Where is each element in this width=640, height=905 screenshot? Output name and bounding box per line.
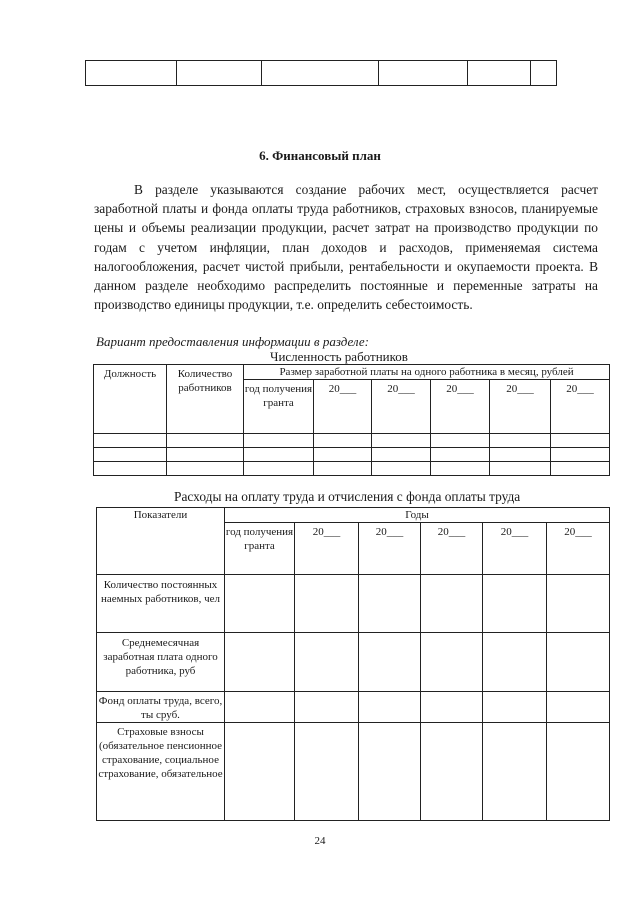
- table-cell: [547, 692, 610, 723]
- col-position-header: Должность: [94, 365, 167, 434]
- year-header: 20___: [314, 380, 372, 434]
- table-cell: [547, 633, 610, 692]
- year-header: 20___: [359, 523, 421, 575]
- table-cell: [244, 434, 314, 448]
- table-row: [94, 365, 610, 380]
- col-indicators-header: Показатели: [97, 508, 225, 575]
- table-cell: [551, 462, 610, 476]
- top-table-fragment: [85, 60, 557, 86]
- table-cell: [379, 61, 468, 86]
- table-cell: [468, 61, 531, 86]
- table-cell: [225, 723, 295, 821]
- table-cell: [167, 434, 244, 448]
- table-cell: [490, 462, 551, 476]
- table-cell: [483, 723, 547, 821]
- table-cell: [94, 448, 167, 462]
- table-cell: [225, 692, 295, 723]
- row-label: Количество постоянных наемных работников, чел: [97, 575, 225, 633]
- section-heading: 6. Финансовый план: [259, 148, 381, 163]
- table-row: [97, 575, 610, 633]
- year-header: 20___: [547, 523, 610, 575]
- year-header: 20___: [551, 380, 610, 434]
- table-cell: [431, 448, 490, 462]
- table-row: [86, 61, 557, 86]
- table1-title: Численность работников: [270, 349, 408, 364]
- year-header: 20___: [490, 380, 551, 434]
- table2-title: Расходы на оплату труда и отчисления с фонда оплаты труда: [174, 489, 521, 504]
- table-cell: [94, 462, 167, 476]
- table-cell: [372, 434, 431, 448]
- table-cell: [262, 61, 379, 86]
- workforce-table: [93, 364, 610, 476]
- table-cell: [483, 575, 547, 633]
- year-header: 20___: [372, 380, 431, 434]
- row-label: Фонд оплаты труда, всего, ты сруб.: [97, 692, 225, 723]
- table-cell: [225, 633, 295, 692]
- table-row: [97, 508, 610, 523]
- section-paragraph: В разделе указываются создание рабочих мест, осуществляется расчет заработной платы и фонда оплаты труда работников, страховых взносов, планируемые цены и объемы реализации продукции, расчет затрат на производство продукции по годам с учетом инфляции, план доходов и расходов, применяемая система налогообложения, расчет чистой прибыли, рентабельности и окупаемости проекта. В данном разделе необходимо распределить постоянные и переменные затраты на производство единицы продукции, т.е. определить себестоимость.: [94, 182, 598, 313]
- table-row: [97, 633, 610, 692]
- table-cell: [490, 434, 551, 448]
- year-header: 20___: [295, 523, 359, 575]
- table-cell: [167, 448, 244, 462]
- table-cell: [431, 434, 490, 448]
- table-cell: [295, 692, 359, 723]
- table-row: [97, 692, 610, 723]
- table-cell: [359, 633, 421, 692]
- table-cell: [359, 575, 421, 633]
- table-cell: [314, 448, 372, 462]
- table-cell: [177, 61, 262, 86]
- table-cell: [372, 462, 431, 476]
- table-cell: [531, 61, 557, 86]
- table-cell: [295, 723, 359, 821]
- table-row: [94, 462, 610, 476]
- table-row: [94, 448, 610, 462]
- table-cell: [295, 633, 359, 692]
- year-header: 20___: [421, 523, 483, 575]
- col-salary-header: Размер заработной платы на одного работника в месяц, рублей: [244, 365, 610, 380]
- page-number: 24: [314, 835, 326, 847]
- grant-year-header: год получения гранта: [225, 523, 295, 575]
- year-header: 20___: [431, 380, 490, 434]
- table-cell: [225, 575, 295, 633]
- col-count-header: Количество работников: [167, 365, 244, 434]
- table-row: [97, 723, 610, 821]
- table-cell: [314, 462, 372, 476]
- row-label: Среднемесячная заработная плата одного работника, руб: [97, 633, 225, 692]
- table-cell: [421, 723, 483, 821]
- table-cell: [359, 723, 421, 821]
- table-row: [94, 434, 610, 448]
- table-cell: [372, 448, 431, 462]
- row-label: Страховые взносы (обязательное пенсионное страхование, социальное страхование, обязательное: [97, 723, 225, 821]
- table-cell: [295, 575, 359, 633]
- table-cell: [547, 575, 610, 633]
- table-cell: [431, 462, 490, 476]
- table-cell: [244, 448, 314, 462]
- labor-costs-table: [96, 507, 610, 821]
- table-cell: [167, 462, 244, 476]
- table-cell: [94, 434, 167, 448]
- table-cell: [490, 448, 551, 462]
- table-cell: [551, 448, 610, 462]
- table-cell: [547, 723, 610, 821]
- year-header: 20___: [483, 523, 547, 575]
- table-cell: [314, 434, 372, 448]
- table-cell: [421, 633, 483, 692]
- table-cell: [421, 692, 483, 723]
- grant-year-header: год получения гранта: [244, 380, 314, 434]
- table-cell: [359, 692, 421, 723]
- variant-label: Вариант предоставления информации в разделе:: [96, 334, 369, 349]
- table-cell: [483, 692, 547, 723]
- table-cell: [551, 434, 610, 448]
- table-cell: [421, 575, 483, 633]
- col-years-header: Годы: [225, 508, 610, 523]
- table-cell: [244, 462, 314, 476]
- table-cell: [86, 61, 177, 86]
- table-cell: [483, 633, 547, 692]
